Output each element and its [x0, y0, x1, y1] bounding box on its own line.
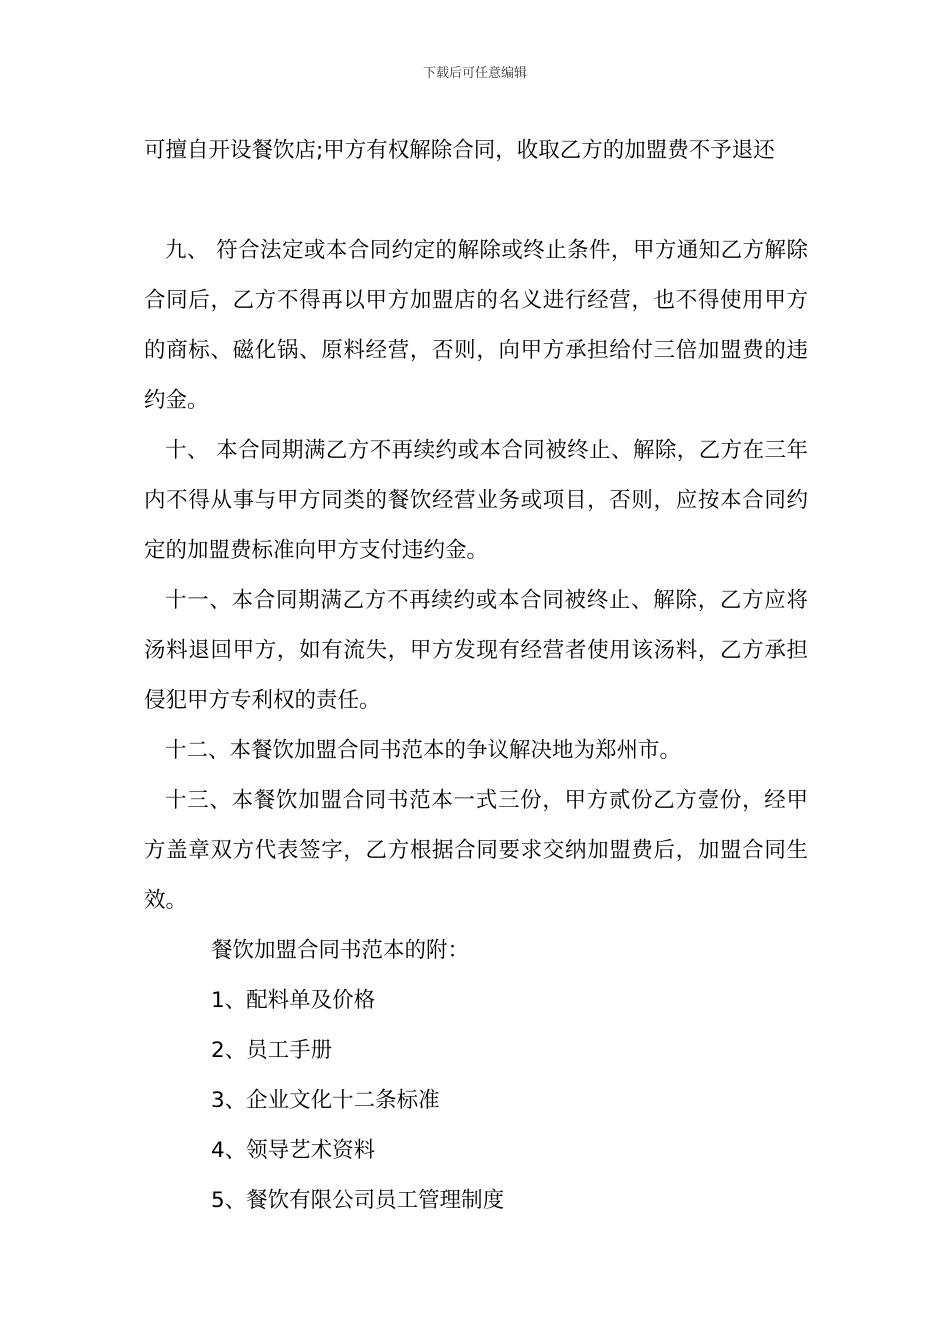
page-header: 下载后可任意编辑 [422, 66, 527, 81]
appendix-item: 1、配料单及价格 [211, 988, 376, 1013]
appendix-item: 4、领导艺术资料 [211, 1138, 376, 1163]
clause-10: 十、 本合同期满乙方不再续约或本合同被终止、解除，乙方在三年内不得从事与甲方同类的餐饮经营业务或项目，否则，应按本合同约定的加盟费标准向甲方支付违约金。 [144, 438, 808, 563]
appendix-item: 2、员工手册 [211, 1038, 333, 1063]
appendix-item: 5、餐饮有限公司员工管理制度 [211, 1188, 505, 1213]
clause-11: 十一、本合同期满乙方不再续约或本合同被终止、解除，乙方应将汤料退回甲方，如有流失，甲方发现有经营者使用该汤料，乙方承担侵犯甲方专利权的责任。 [144, 588, 808, 713]
appendix-item: 3、企业文化十二条标准 [211, 1088, 440, 1113]
clause-9: 九、 符合法定或本合同约定的解除或终止条件，甲方通知乙方解除合同后，乙方不得再以甲方加盟店的名义进行经营，也不得使用甲方的商标、磁化锅、原料经营，否则，向甲方承担给付三倍加盟费的违约金。 [144, 238, 808, 413]
paragraph-continuation: 可擅自开设餐饮店;甲方有权解除合同，收取乙方的加盟费不予退还 [144, 138, 775, 163]
paragraph-gap [144, 176, 808, 226]
clause-13: 十三、本餐饮加盟合同书范本一式三份，甲方贰份乙方壹份，经甲方盖章双方代表签字，乙方根据合同要求交纳加盟费后，加盟合同生效。 [144, 788, 808, 913]
appendix-list [144, 926, 808, 1226]
document-body [144, 126, 808, 1226]
clause-12: 十二、本餐饮加盟合同书范本的争议解决地为郑州市。 [165, 738, 682, 763]
appendix-title: 餐饮加盟合同书范本的附： [211, 938, 470, 963]
